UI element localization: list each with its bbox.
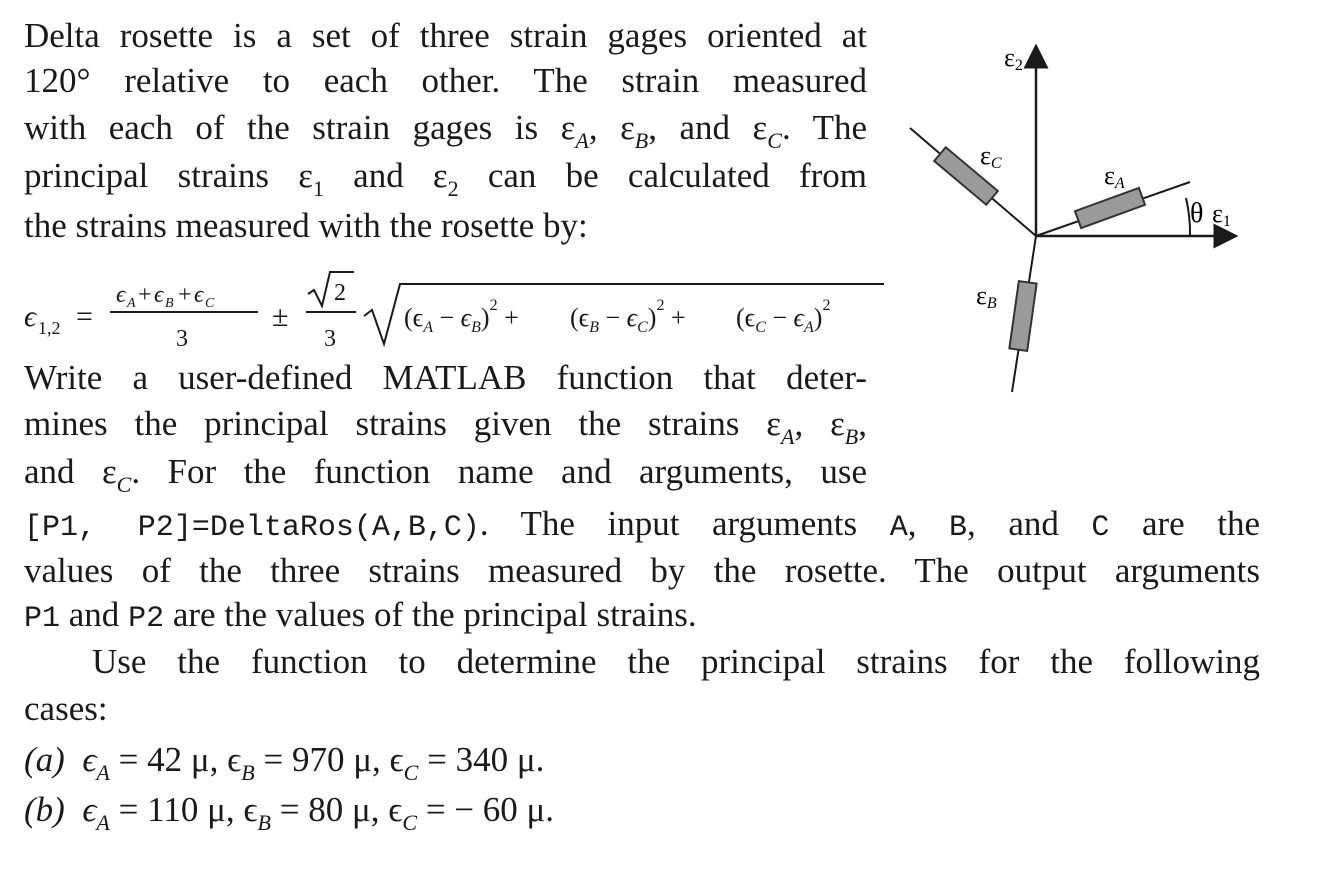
text-line: values of the three strains measured by the rosette. The output arguments [24, 551, 1260, 590]
formula-den: 3 [176, 326, 188, 352]
formula-pm: ± [272, 300, 289, 333]
text-line: Write a user-defined MATLAB function that deter- [24, 358, 867, 397]
case-a: (a) $\epsilon_A = 42$ μ, $\epsilon_B = 970$ μ, $\epsilon_C = 340$ μ. [24, 740, 545, 785]
formula-subC: C [205, 296, 215, 311]
text-line: cases: [24, 689, 108, 728]
text-line: Delta rosette is a set of three strain gages oriented at [24, 16, 867, 55]
eps2-label: ε2 [1004, 43, 1023, 74]
formula-sqrt2-num: 2 [334, 280, 346, 306]
formula-plus2: + [178, 282, 192, 308]
formula-subB: B [165, 296, 174, 311]
text-line: [P1, P2]=DeltaRos(A,B,C). The input arguments A, B, and C are the [24, 504, 1260, 545]
delta-rosette-figure [900, 36, 1230, 406]
gage-a [1075, 188, 1145, 228]
text-line: and $\varepsilon_C$. For the function name and arguments, use [24, 452, 868, 497]
formula-term2: $(\epsilon_B - \epsilon_C)^2$ + [570, 297, 686, 336]
formula-sqrt2-den: 3 [324, 326, 336, 352]
function-signature-code: [P1, P2]=DeltaRos(A,B,C) [24, 511, 480, 545]
formula-term3: $(\epsilon_C - \epsilon_A)^2$ [736, 297, 831, 336]
formula-equals: = [76, 300, 93, 333]
epsA-label: εA [1104, 161, 1125, 192]
text-line: the strains measured with the rosette by: [24, 206, 588, 245]
formula-lhs: ϵ [24, 300, 37, 333]
formula-num2: ϵ [154, 282, 164, 308]
formula-subA: A [127, 296, 136, 311]
formula-term1: $(\epsilon_A - \epsilon_B)^2$ + [404, 297, 519, 336]
text-line: mines the principal strains given the strains $\varepsilon_A$, $\varepsilon_B$, [24, 404, 867, 449]
formula-num3: ϵ [194, 282, 204, 308]
gage-b [1009, 281, 1036, 351]
eps1-label: ε1 [1212, 199, 1231, 230]
text-line: P1 and P2 are the values of the principal strains. [24, 595, 697, 636]
text-line: Use the function to determine the principal strains for the following [92, 642, 1260, 681]
formula-plus1: + [138, 282, 152, 308]
principal-strain-formula [24, 266, 904, 356]
epsB-label: εB [976, 281, 997, 312]
epsC-label: εC [980, 141, 1002, 172]
formula-num1: ϵ [116, 282, 126, 308]
case-b: (b) $\epsilon_A = 110$ μ, $\epsilon_B = 80$ μ, $\epsilon_C$ = − 60 μ. [24, 790, 555, 835]
formula-sqrt2-radical [308, 272, 354, 306]
text-line: with each of the strain gages is $\varepsilon_A$, $\varepsilon_B$, and $\varepsilon_C$. The [24, 108, 868, 153]
text-line: 120° relative to each other. The strain measured [24, 61, 867, 100]
formula-lhs-sub: 1,2 [38, 318, 61, 338]
text-line: principal strains $\varepsilon_1$ and $\varepsilon_2$ can be calculated from [24, 156, 868, 201]
theta-label: θ [1190, 198, 1204, 229]
